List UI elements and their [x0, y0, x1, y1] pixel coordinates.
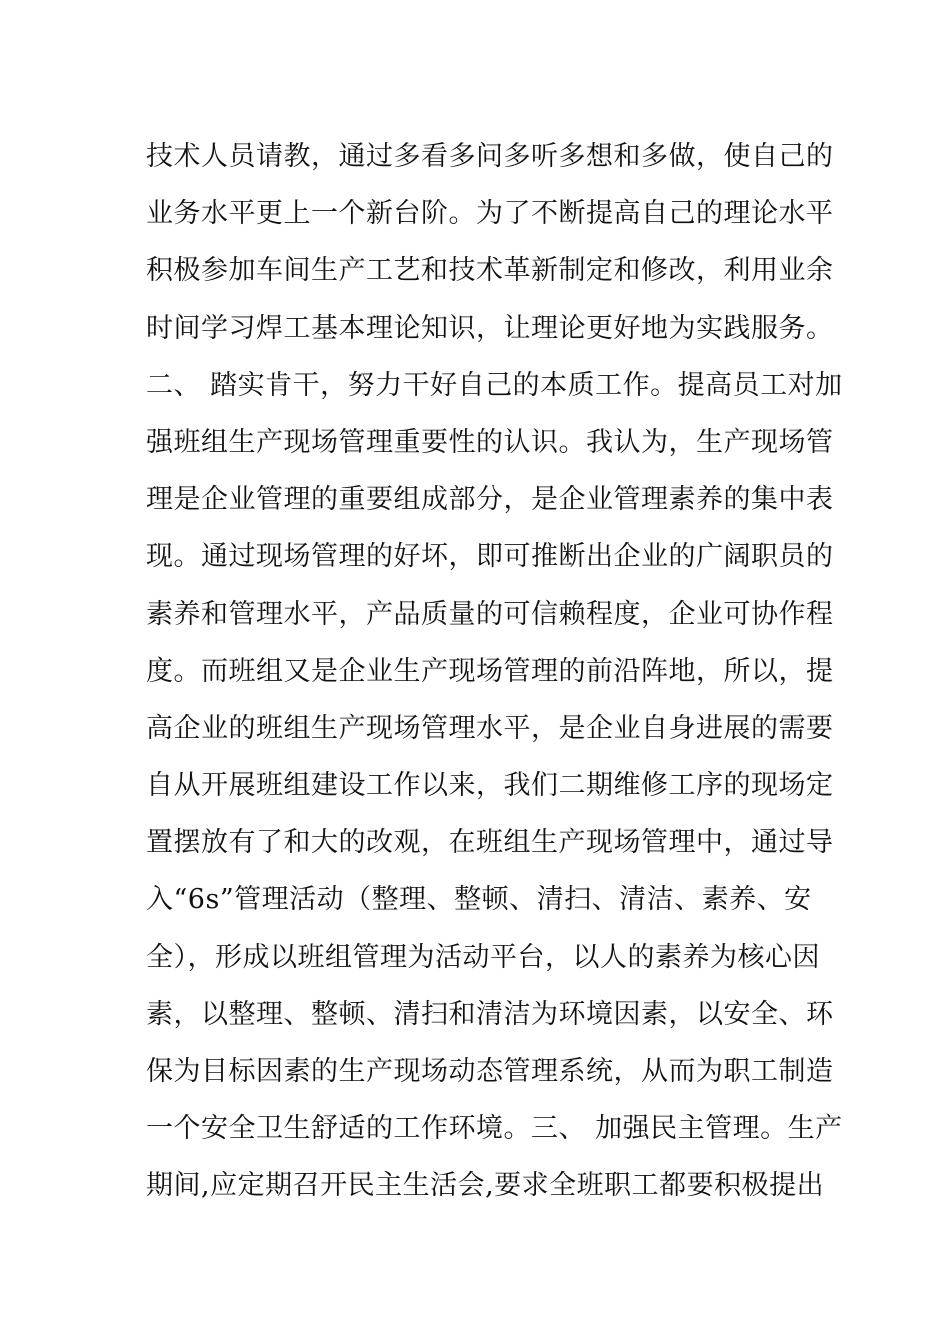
text-line: 二、 踏实肯干，努力干好自己的本质工作。提高员工对加 [146, 369, 843, 401]
body-text [146, 128, 843, 1215]
text-line: 理是企业管理的重要组成部分，是企业管理素养的集中表 [146, 484, 834, 516]
text-line: 时间学习焊工基本理论知识，让理论更好地为实践服务。 [146, 312, 834, 344]
text-line: 度。而班组又是企业生产现场管理的前沿阵地，所以，提 [146, 655, 834, 687]
text-line: 一个安全卫生舒适的工作环境。三、 加强民主管理。生产 [146, 1113, 843, 1145]
text-line: 素养和管理水平，产品质量的可信赖程度，企业可协作程 [146, 598, 834, 630]
text-line: 技术人员请教，通过多看多问多听多想和多做，使自己的 [146, 141, 834, 172]
text-line: 保为目标因素的生产现场动态管理系统，从而为职工制造 [146, 1056, 834, 1087]
text-line: 置摆放有了和大的改观，在班组生产现场管理中，通过导 [146, 827, 834, 859]
text-line: 强班组生产现场管理重要性的认识。我认为，生产现场管 [146, 426, 834, 458]
text-line: 期间,应定期召开民主生活会,要求全班职工都要积极提出 [146, 1170, 825, 1202]
text-line: 积极参加车间生产工艺和技术革新制定和修改，利用业余 [146, 255, 834, 287]
text-line: 入“6s”管理活动（整理、整顿、清扫、清洁、素养、安 [146, 884, 812, 916]
text-line: 高企业的班组生产现场管理水平，是企业自身进展的需要 [146, 712, 834, 744]
text-line: 业务水平更上一个新台阶。为了不断提高自己的理论水平 [146, 198, 834, 230]
text-line: 自从开展班组建设工作以来，我们二期维修工序的现场定 [146, 770, 834, 802]
text-line: 全），形成以班组管理为活动平台，以人的素养为核心因 [146, 941, 820, 973]
text-line: 素，以整理、整顿、清扫和清洁为环境因素，以安全、环 [146, 998, 834, 1030]
text-line: 现。通过现场管理的好坏，即可推断出企业的广阔职员的 [146, 541, 834, 573]
